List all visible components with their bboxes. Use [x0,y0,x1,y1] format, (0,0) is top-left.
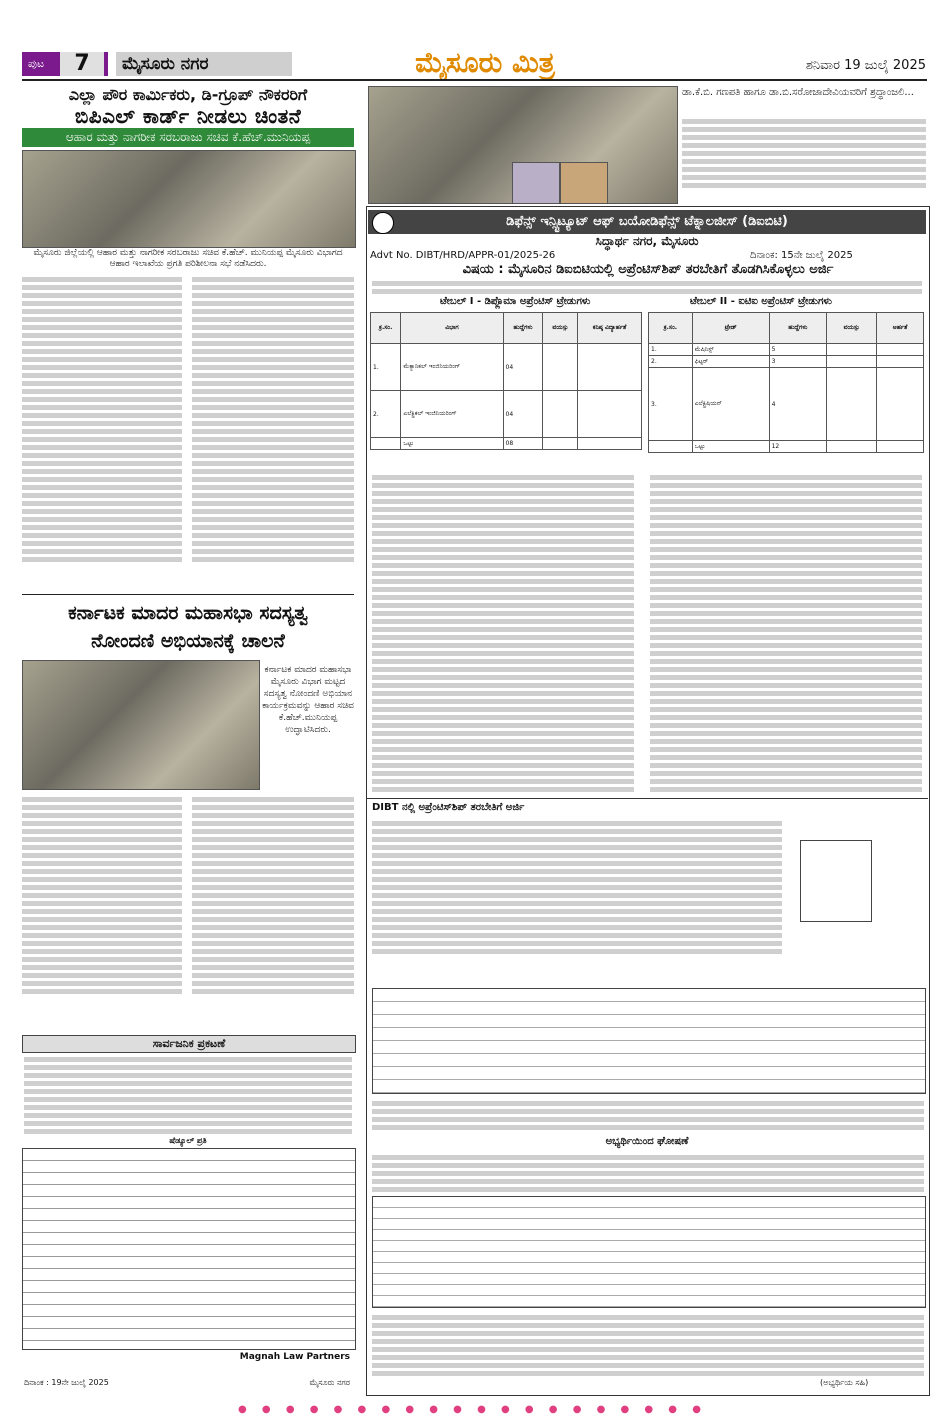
table1-row: 1. ಮೆಕ್ಯಾನಿಕಲ್ ಇಂಜಿನಿಯರಿಂಗ್ 04 [371,344,642,391]
masthead-logo: ಮೈಸೂರು ಮಿತ್ರ [415,46,555,79]
declaration-title: ಅಭ್ಯರ್ಥಿಯಿಂದ ಘೋಷಣೆ [605,1136,689,1147]
tribute-body [682,116,926,191]
story1-body-col1 [22,274,182,565]
ad-subject: ವಿಷಯ : ಮೈಸೂರಿನ ಡಿಐಬಿಟಿಯಲ್ಲಿ ಅಪ್ರೆಂಟಿಸ್‌ಶಿಪ್ ತರಬೇತಿಗೆ ತೊಡಗಿಸಿಕೊಳ್ಳಲು ಅರ್ಜಿ [462,262,834,277]
story2-body-col1 [22,794,182,997]
dibt-emblem-icon [372,212,394,234]
photo-box [800,840,872,922]
story2-photo [22,660,260,790]
ad-notes-left [372,472,634,795]
story1-caption: ಮೈಸೂರು ಜಿಲ್ಲೆಯಲ್ಲಿ ಆಹಾರ ಮತ್ತು ನಾಗರೀಕ ಸರಬರಾಜು ಸಚಿವ ಕೆ.ಹೆಚ್. ಮುನಿಯಪ್ಪ ಮೈಸೂರು ವಿಭಾಗದ ಆಹಾರ ಇಲಾಖೆಯ ಪ್ರಗತಿ ಪರಿಶೀಲನಾ ಸಭೆ ನಡೆಸಿದರು. [33,248,343,269]
table2-row: ಒಟ್ಟು 12 [649,441,924,453]
ad-subhead: ಸಿದ್ಧಾರ್ಥ ನಗರ, ಮೈಸೂರು [595,234,699,248]
table2-caption: ಟೇಬಲ್ II - ಐಟಿಐ ಅಪ್ರೆಂಟಿಸ್ ಟ್ರೇಡುಗಳು [690,296,832,307]
schedule-table [22,1148,356,1350]
education-table [372,988,926,1094]
story2-headline-line2: ನೋಂದಣಿ ಅಭಿಯಾನಕ್ಕೆ ಚಾಲನೆ [91,630,285,652]
documents-table [372,1196,926,1308]
story2-headline-line1: ಕರ್ನಾಟಕ ಮಾದರ ಮಹಾಸಭಾ ಸದಸ್ಯತ್ವ [68,602,308,624]
table1: ಕ್ರ.ಸಂ. ವಿಭಾಗ ಹುದ್ದೆಗಳು ವಯಸ್ಸು ಕನಿಷ್ಠ ವಿದ್ಯಾರ್ಹತೆ 1. ಮೆಕ್ಯಾನಿಕಲ್ ಇಂಜಿನಿಯರಿಂಗ್ 04 2. ಎಲೆಕ್ಟ್ರಿಕಲ್ ಇಂಜಿನಿಯರಿಂಗ್ 04 ಒಟ್ಟು 08 [370,312,642,450]
page-tag [22,52,108,76]
page-label: ಪುಟ [28,57,45,70]
story1-subhead: ಆಹಾರ ಮತ್ತು ನಾಗರೀಕ ಸರಬರಾಜು ಸಚಿವ ಕೆ.ಹೆಚ್.ಮುನಿಯಪ್ಪ [22,128,354,147]
form-divider [366,798,928,799]
form-title: DIBT ನಲ್ಲಿ ಅಪ್ರೆಂಟಿಸ್‌ಶಿಪ್ ತರಬೇತಿಗೆ ಅರ್ಜಿ [372,802,525,813]
story1-body-col2 [192,274,354,565]
tribute-text: ಡಾ.ಕೆ.ಬಿ. ಗಣಪತಿ ಹಾಗೂ ಡಾ.ಬಿ.ಸರೋಜಾದೇವಿಯವರಿಗೆ ಶ್ರದ್ಧಾಂಜಲಿ... [682,87,914,98]
story2-side-caption: ಕರ್ನಾಟಕ ಮಾದರ ಮಹಾಸಭಾ ಮೈಸೂರು ವಿಭಾಗ ಮಟ್ಟದ ಸದಸ್ಯತ್ವ ನೋಂದಣಿ ಅಭಿಯಾನ ಕಾರ್ಯಕ್ರಮವನ್ನು ಆಹಾರ ಸಚಿವ ಕೆ.ಹೆಚ್.ಮುನಿಯಪ್ಪ ಉದ್ಘಾಟಿಸಿದರು. [262,665,354,735]
declaration-body [372,1152,924,1195]
story1-headline-line1: ಎಲ್ಲಾ ಪೌರ ಕಾರ್ಮಿಕರು, ಡಿ-ಗ್ರೂಪ್ ನೌಕರರಿಗೆ [68,85,308,104]
inset-portrait-1 [512,162,560,204]
registration-dots: ● ● ● ● ● ● ● ● ● ● ● ● ● ● ● ● ● ● ● ● [238,1404,707,1415]
ad-head: ಡಿಫೆನ್ಸ್ ಇನ್ಸ್ಟಿಟ್ಯೂಟ್ ಆಫ್ ಬಯೋಡಿಫೆನ್ಸ್ ಟೆಕ್ನಾಲಜೀಸ್ (ಡಿಐಬಿಟಿ) [368,210,926,234]
firm-name: Magnah Law Partners [239,1352,350,1362]
story2-body-col2 [192,794,354,997]
table2-row: 3. ಎಲೆಕ್ಟ್ರಿಷಿಯನ್ 4 [649,368,924,441]
form-fields [372,818,782,957]
table2-row: 2. ಫಿಟ್ಟರ್ 3 [649,356,924,368]
form-fields-2 [372,1098,924,1133]
story1-headline-line2: ಬಿಪಿಎಲ್ ಕಾರ್ಡ್ ನೀಡಲು ಚಿಂತನೆ [74,104,302,128]
notice-body [24,1054,352,1137]
table2: ಕ್ರ.ಸಂ. ಟ್ರೇಡ್ ಹುದ್ದೆಗಳು ವಯಸ್ಸು ಅರ್ಹತೆ 1. ಮೆಷಿನಿಸ್ಟ್ 5 2. ಫಿಟ್ಟರ್ 3 3. ಎಲೆಕ್ಟ್ರಿಷಿಯನ್ 4 ಒಟ್ಟು 12 [648,312,924,453]
table1-row: 2. ಎಲೆಕ್ಟ್ರಿಕಲ್ ಇಂಜಿನಿಯರಿಂಗ್ 04 [371,391,642,438]
table1-caption: ಟೇಬಲ್ I - ಡಿಪ್ಲೊಮಾ ಅಪ್ರೆಂಟಿಸ್ ಟ್ರೇಡುಗಳು [440,296,591,307]
ad-footer-notes [372,1312,924,1379]
section-name: ಮೈಸೂರು ನಗರ [116,52,292,76]
ad-intro [372,278,922,297]
table1-row: ಒಟ್ಟು 08 [371,438,642,450]
notice-date: ದಿನಾಂಕ : 19ನೇ ಜುಲೈ 2025 [24,1378,109,1387]
dateline: ಶನಿವಾರ 19 ಜುಲೈ 2025 [805,58,926,73]
advt-number: Advt No. DIBT/HRD/APPR-01/2025-26 [370,250,556,261]
advt-date: ದಿನಾಂಕ: 15ನೇ ಜುಲೈ 2025 [750,250,853,261]
inset-portrait-2 [560,162,608,204]
signature-label: (ಅಭ್ಯರ್ಥಿಯ ಸಹಿ) [820,1378,869,1387]
notice-place: ಮೈಸೂರು ನಗರ [309,1378,350,1387]
divider [22,594,354,595]
header-rule [22,79,927,81]
table2-row: 1. ಮೆಷಿನಿಸ್ಟ್ 5 [649,344,924,356]
page-number: 7 [60,52,104,76]
story1-photo [22,150,356,248]
schedule-title: ಷೆಡ್ಯೂಲ್ ಪ್ರತಿ [169,1136,207,1145]
notice-title: ಸಾರ್ವಜನಿಕ ಪ್ರಕಟಣೆ [22,1035,356,1053]
ad-notes-right [650,472,922,795]
